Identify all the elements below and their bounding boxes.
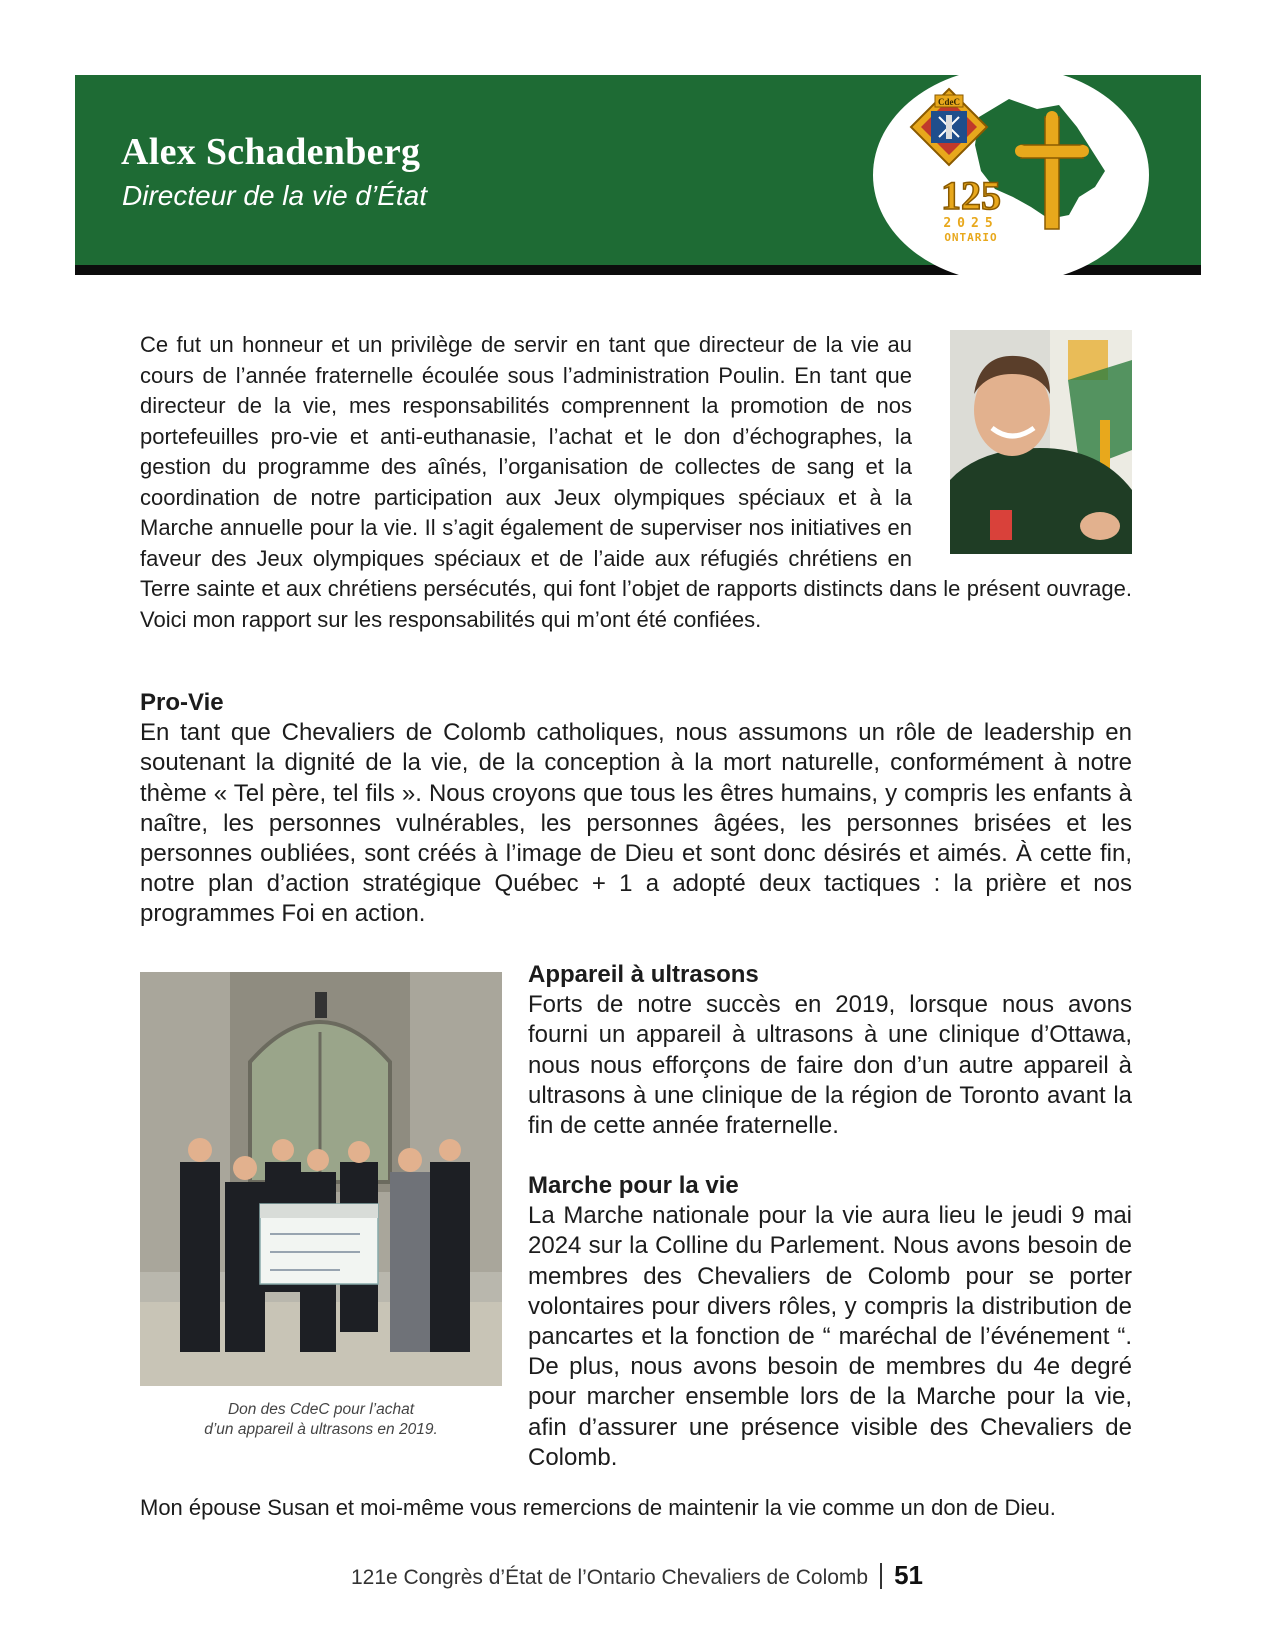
- shield-text: CdeC: [938, 97, 960, 107]
- caption-line-2: d’un appareil à ultrasons en 2019.: [204, 1421, 438, 1438]
- author-role: Directeur de la vie d’État: [122, 180, 428, 211]
- ultrasons-text: Forts de notre succès en 2019, lorsque nous avons fourni un appareil à ultrasons à une clinique d’Ottawa, nous nous efforçons de faire don d’un autre appareil à ultrasons à une clinique de la région de Toronto avant la fin de cette année fraternelle.: [528, 991, 1132, 1140]
- marche-paragraph: [528, 1171, 1132, 1473]
- logo-badge: [873, 67, 1149, 283]
- marche-section: [528, 1171, 1132, 1473]
- closing-text: Mon épouse Susan et moi-même vous remercions de maintenir la vie comme un don de Dieu.: [140, 1495, 1056, 1520]
- donation-photo: [140, 972, 502, 1386]
- kofc-125-ontario-logo: [909, 87, 1113, 257]
- pro-vie-text: En tant que Chevaliers de Colomb catholiques, nous assumons un rôle de leadership en soutenant la dignité de la vie, de la conception à la mort naturelle, conformément à notre thème « Tel père, tel fils ». Nous croyons que tous les êtres humains, y compris les enfants à naître, les personnes vulnérables, les personnes âgées, les personnes brisées et les personnes oubliées, sont créés à l’image de Dieu et sont donc désirés et aimés. À cette fin, notre plan d’action stratégique Québec + 1 a adopté deux tactiques : la prière et nos programmes Foi en action.: [140, 719, 1132, 928]
- page-number: 51: [894, 1560, 924, 1590]
- photo-caption: [140, 1400, 502, 1440]
- page-footer: [0, 1560, 1274, 1591]
- caption-line-1: Don des CdeC pour l’achat: [227, 1401, 415, 1418]
- ultrasons-section: [528, 960, 1132, 1141]
- footer-divider: [880, 1563, 882, 1589]
- author-name: Alex Schadenberg: [121, 131, 421, 173]
- kofc-emblem-icon: [911, 89, 987, 165]
- header-banner: [75, 75, 1201, 275]
- author-photo: [950, 330, 1132, 554]
- intro-text: Ce fut un honneur et un privilège de servir en tant que directeur de la vie au cours de l’année fraternelle écoulée sous l’administration Poulin. En tant que directeur de la vie, mes responsabilités comprennent la promotion de nos portefeuilles pro-vie et anti-euthanasie, l’achat et le don d’échographes, la gestion du programme des aînés, l’organisation de collectes de sang et la coordination de notre participation aux Jeux olympiques spéciaux et à la Marche annuelle pour la vie. Il s’agit également de superviser nos initiatives en faveur des Jeux olympiques spéciaux et de l’aide aux réfugiés chrétiens en Terre sainte et aux chrétiens persécutés, qui font l’objet de rapports distincts dans le présent ouvrage. Voici mon rapport sur les responsabilités qui m’ont été confiées.: [140, 332, 1132, 632]
- pro-vie-heading: Pro-Vie: [140, 689, 224, 716]
- region-label: ONTARIO: [944, 231, 998, 244]
- marche-text: La Marche nationale pour la vie aura lieu le jeudi 9 mai 2024 sur la Colline du Parlement. Nous avons besoin de membres des Chevaliers de Colomb pour se porter volontaires pour divers rôles, y compris la distribution de pancartes et la fonction de “ maréchal de l’événement “. De plus, nous avons besoin de membres du 4e degré pour marcher ensemble lors de la Marche pour la vie, afin d’assurer une présence visible des Chevaliers de Colomb.: [528, 1202, 1132, 1471]
- ultrasons-paragraph: [528, 960, 1132, 1141]
- anniversary-year: 2025: [943, 216, 999, 231]
- marche-heading: Marche pour la vie: [528, 1172, 739, 1199]
- anniversary-number: 125: [941, 173, 1001, 218]
- pro-vie-section: [140, 688, 1132, 930]
- footer-text: 121e Congrès d’État de l’Ontario Chevaliers de Colomb: [350, 1566, 869, 1589]
- intro-section: [140, 330, 1132, 635]
- ultrasons-heading: Appareil à ultrasons: [528, 961, 759, 988]
